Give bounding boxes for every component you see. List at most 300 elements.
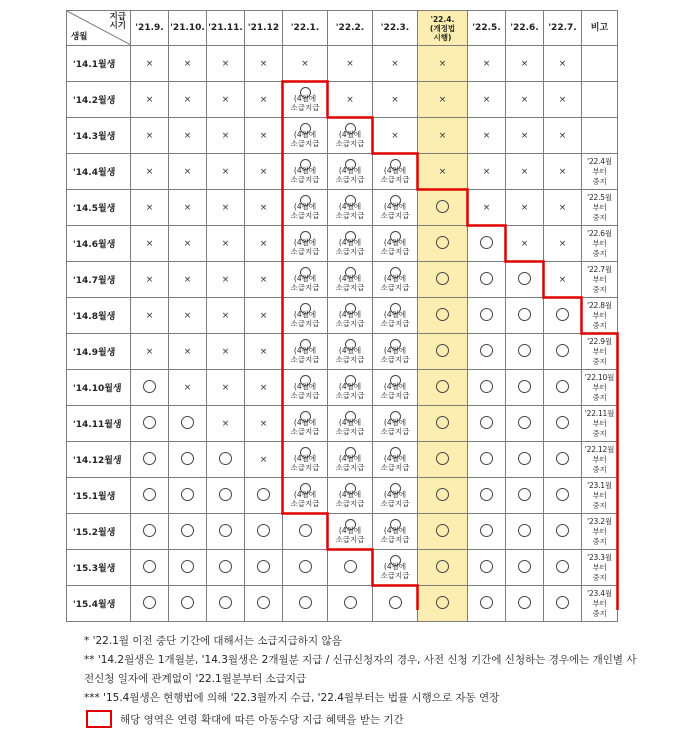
paid-cell: [418, 334, 468, 370]
remark-text: '22.7월 부터 중지: [587, 264, 612, 294]
remark-cell: [582, 298, 618, 334]
retroactive-line-1: (4월에: [338, 238, 362, 247]
table-row: [67, 370, 618, 406]
retroactive-line-2: 소급지급: [290, 211, 320, 220]
retroactive-pay-cell: [328, 262, 373, 298]
paid-cell: [245, 550, 283, 586]
circle-mark-icon: [181, 452, 194, 465]
circle-mark-icon: [436, 488, 449, 501]
retroactive-pay-cell: [373, 442, 418, 478]
remark-text: '23.4월 부터 중지: [587, 588, 612, 618]
cross-mark-icon: ×: [145, 238, 154, 249]
not-paid-cell: [245, 46, 283, 82]
not-paid-cell: [169, 262, 207, 298]
remark-cell: [582, 154, 618, 190]
retroactive-line-2: 소급지급: [380, 211, 410, 220]
paid-cell: [506, 370, 544, 406]
circle-mark-icon: [143, 380, 156, 393]
circle-mark-icon: [219, 452, 232, 465]
not-paid-cell: [207, 154, 245, 190]
birth-month-label: '15.2월생: [67, 514, 131, 550]
circle-mark-icon: [436, 236, 449, 249]
column-header: '21.9.: [131, 11, 169, 46]
birth-month-label: '14.3월생: [67, 118, 131, 154]
not-paid-cell: [207, 334, 245, 370]
paid-cell: [506, 442, 544, 478]
paid-cell: [506, 550, 544, 586]
not-paid-cell: [245, 118, 283, 154]
retroactive-pay-cell: [283, 118, 328, 154]
retroactive-note: [283, 195, 327, 220]
retroactive-line-1: (4월에: [383, 454, 407, 463]
retroactive-pay-cell: [373, 406, 418, 442]
retroactive-line-1: (4월에: [338, 526, 362, 535]
cross-mark-icon: ×: [259, 94, 268, 105]
birth-month-label: '14.12월생: [67, 442, 131, 478]
not-paid-cell: [131, 298, 169, 334]
not-paid-cell: [245, 442, 283, 478]
legend: [86, 710, 404, 728]
retroactive-line-2: 소급지급: [380, 499, 410, 508]
circle-mark-icon: [143, 416, 156, 429]
retroactive-note: [328, 411, 372, 436]
retroactive-line-1: (4월에: [338, 274, 362, 283]
not-paid-cell: [283, 46, 328, 82]
paid-cell: [131, 442, 169, 478]
cross-mark-icon: ×: [558, 238, 567, 249]
retroactive-note: [328, 375, 372, 400]
retroactive-line-2: 소급지급: [380, 319, 410, 328]
not-paid-cell: [544, 226, 582, 262]
retroactive-note: [373, 159, 417, 184]
retroactive-note: [328, 483, 372, 508]
retroactive-note: [328, 339, 372, 364]
cross-mark-icon: ×: [520, 58, 529, 69]
retroactive-note: [328, 303, 372, 328]
cross-mark-icon: ×: [145, 58, 154, 69]
circle-mark-icon: [219, 560, 232, 573]
retroactive-pay-cell: [283, 370, 328, 406]
retroactive-pay-cell: [283, 190, 328, 226]
retroactive-line-1: (4월에: [338, 202, 362, 211]
circle-mark-icon: [436, 272, 449, 285]
paid-cell: [169, 550, 207, 586]
circle-mark-icon: [556, 416, 569, 429]
cross-mark-icon: ×: [259, 382, 268, 393]
cross-mark-icon: ×: [346, 58, 354, 69]
paid-cell: [506, 298, 544, 334]
footnote-3: *** '15.4월생은 현행법에 의해 '22.3월까지 수급, '22.4월부터는 법률 시행으로 자동 연장: [84, 692, 500, 704]
not-paid-cell: [418, 118, 468, 154]
cross-mark-icon: ×: [259, 166, 268, 177]
retroactive-pay-cell: [328, 370, 373, 406]
column-header: '22.7.: [544, 11, 582, 46]
cross-mark-icon: ×: [259, 238, 268, 249]
retroactive-line-1: (4월에: [293, 274, 317, 283]
remark-text: '22.9월 부터 중지: [587, 336, 612, 366]
retroactive-line-2: 소급지급: [335, 283, 365, 292]
paid-cell: [468, 406, 506, 442]
table-row: [67, 46, 618, 82]
paid-cell: [418, 586, 468, 622]
paid-cell: [468, 586, 506, 622]
retroactive-pay-cell: [373, 514, 418, 550]
circle-mark-icon: [143, 488, 156, 501]
footnotes: [84, 632, 644, 708]
circle-mark-icon: [556, 380, 569, 393]
table-row: [67, 262, 618, 298]
retroactive-line-2: 소급지급: [290, 283, 320, 292]
corner-header-cell: [67, 11, 131, 46]
retroactive-note: [328, 267, 372, 292]
paid-cell: [207, 478, 245, 514]
paid-cell: [418, 550, 468, 586]
not-paid-cell: [468, 154, 506, 190]
cross-mark-icon: ×: [221, 58, 230, 69]
benefit-schedule-table-wrapper: [66, 10, 618, 622]
circle-mark-icon: [143, 524, 156, 537]
paid-cell: [169, 586, 207, 622]
paid-cell: [283, 514, 328, 550]
retroactive-line-2: 소급지급: [335, 391, 365, 400]
circle-mark-icon: [257, 560, 270, 573]
retroactive-line-2: 소급지급: [380, 175, 410, 184]
retroactive-note: [283, 231, 327, 256]
paid-cell: [131, 370, 169, 406]
paid-cell: [207, 586, 245, 622]
not-paid-cell: [169, 118, 207, 154]
cross-mark-icon: ×: [183, 58, 192, 69]
not-paid-cell: [169, 46, 207, 82]
not-paid-cell: [245, 262, 283, 298]
not-paid-cell: [468, 82, 506, 118]
retroactive-line-1: (4월에: [383, 490, 407, 499]
cross-mark-icon: ×: [558, 274, 567, 285]
retroactive-note: [283, 483, 327, 508]
not-paid-cell: [245, 406, 283, 442]
cross-mark-icon: ×: [482, 130, 491, 141]
not-paid-cell: [468, 118, 506, 154]
retroactive-line-2: 소급지급: [380, 247, 410, 256]
retroactive-line-1: (4월에: [383, 526, 407, 535]
not-paid-cell: [131, 226, 169, 262]
paid-cell: [207, 442, 245, 478]
paid-cell: [328, 550, 373, 586]
circle-mark-icon: [436, 596, 449, 609]
column-header: '22.1.: [283, 11, 328, 46]
retroactive-note: [283, 411, 327, 436]
circle-mark-icon: [518, 596, 531, 609]
not-paid-cell: [544, 82, 582, 118]
not-paid-cell: [207, 46, 245, 82]
retroactive-line-2: 소급지급: [380, 571, 410, 580]
circle-mark-icon: [480, 380, 493, 393]
not-paid-cell: [169, 154, 207, 190]
table-row: [67, 298, 618, 334]
retroactive-pay-cell: [373, 226, 418, 262]
birth-month-label: '14.5월생: [67, 190, 131, 226]
table-row: [67, 154, 618, 190]
circle-mark-icon: [389, 596, 402, 609]
cross-mark-icon: ×: [558, 130, 567, 141]
retroactive-line-1: (4월에: [383, 562, 407, 571]
retroactive-line-2: 소급지급: [380, 283, 410, 292]
retroactive-pay-cell: [373, 190, 418, 226]
retroactive-line-2: 소급지급: [290, 499, 320, 508]
birth-month-label: '14.7월생: [67, 262, 131, 298]
retroactive-line-1: (4월에: [293, 490, 317, 499]
paid-cell: [169, 442, 207, 478]
not-paid-cell: [506, 190, 544, 226]
legend-text: 해당 영역은 연령 확대에 따른 아동수당 지급 혜택을 받는 기간: [120, 713, 404, 726]
not-paid-cell: [207, 262, 245, 298]
retroactive-line-1: (4월에: [338, 310, 362, 319]
retroactive-note: [283, 375, 327, 400]
paid-cell: [544, 514, 582, 550]
retroactive-pay-cell: [283, 154, 328, 190]
retroactive-pay-cell: [328, 190, 373, 226]
remark-cell: [582, 190, 618, 226]
cross-mark-icon: ×: [183, 310, 192, 321]
retroactive-line-1: (4월에: [338, 130, 362, 139]
retroactive-note: [283, 123, 327, 148]
cross-mark-icon: ×: [438, 166, 447, 177]
circle-mark-icon: [143, 596, 156, 609]
circle-mark-icon: [219, 524, 232, 537]
circle-mark-icon: [436, 560, 449, 573]
circle-mark-icon: [436, 344, 449, 357]
cross-mark-icon: ×: [520, 130, 529, 141]
remark-text: '22.6월 부터 중지: [587, 228, 612, 258]
circle-mark-icon: [436, 308, 449, 321]
paid-cell: [283, 550, 328, 586]
retroactive-note: [373, 195, 417, 220]
cross-mark-icon: ×: [259, 310, 268, 321]
retroactive-line-1: (4월에: [338, 382, 362, 391]
not-paid-cell: [131, 190, 169, 226]
paid-cell: [468, 370, 506, 406]
birth-month-label: '15.4월생: [67, 586, 131, 622]
circle-mark-icon: [480, 560, 493, 573]
retroactive-line-1: (4월에: [293, 94, 317, 103]
not-paid-cell: [245, 298, 283, 334]
retroactive-note: [283, 303, 327, 328]
paid-cell: [169, 514, 207, 550]
retroactive-note: [283, 87, 327, 112]
not-paid-cell: [418, 46, 468, 82]
retroactive-pay-cell: [373, 334, 418, 370]
retroactive-pay-cell: [283, 406, 328, 442]
retroactive-line-2: 소급지급: [335, 211, 365, 220]
legend-red-box-icon: [86, 710, 112, 728]
not-paid-cell: [169, 370, 207, 406]
retroactive-pay-cell: [373, 262, 418, 298]
retroactive-pay-cell: [373, 154, 418, 190]
column-header: '22.3.: [373, 11, 418, 46]
footnote-1: * '22.1월 이전 중단 기간에 대해서는 소급지급하지 않음: [84, 635, 342, 647]
paid-cell: [506, 514, 544, 550]
paid-cell: [544, 550, 582, 586]
cross-mark-icon: ×: [221, 310, 230, 321]
not-paid-cell: [506, 118, 544, 154]
retroactive-line-1: (4월에: [338, 418, 362, 427]
circle-mark-icon: [556, 308, 569, 321]
retroactive-note: [283, 339, 327, 364]
paid-cell: [544, 370, 582, 406]
birth-month-label: '14.9월생: [67, 334, 131, 370]
remark-cell: [582, 46, 618, 82]
circle-mark-icon: [480, 488, 493, 501]
retroactive-line-2: 소급지급: [290, 247, 320, 256]
not-paid-cell: [373, 82, 418, 118]
circle-mark-icon: [219, 488, 232, 501]
remark-text: '22.12월 부터 중지: [584, 444, 615, 474]
not-paid-cell: [418, 154, 468, 190]
cross-mark-icon: ×: [558, 202, 567, 213]
circle-mark-icon: [518, 524, 531, 537]
paid-cell: [373, 586, 418, 622]
retroactive-line-2: 소급지급: [290, 355, 320, 364]
retroactive-note: [373, 267, 417, 292]
circle-mark-icon: [556, 488, 569, 501]
remark-cell: [582, 334, 618, 370]
cross-mark-icon: ×: [520, 94, 529, 105]
remark-cell: [582, 262, 618, 298]
circle-mark-icon: [480, 344, 493, 357]
table-row: [67, 334, 618, 370]
table-body: [67, 46, 618, 622]
cross-mark-icon: ×: [145, 346, 154, 357]
column-header: '22.2.: [328, 11, 373, 46]
paid-cell: [418, 226, 468, 262]
not-paid-cell: [544, 262, 582, 298]
not-paid-cell: [207, 82, 245, 118]
cross-mark-icon: ×: [221, 238, 230, 249]
cross-mark-icon: ×: [482, 58, 491, 69]
circle-mark-icon: [518, 452, 531, 465]
circle-mark-icon: [436, 452, 449, 465]
not-paid-cell: [245, 226, 283, 262]
cross-mark-icon: ×: [259, 274, 268, 285]
cross-mark-icon: ×: [221, 94, 230, 105]
remark-cell: [582, 370, 618, 406]
cross-mark-icon: ×: [221, 202, 230, 213]
circle-mark-icon: [518, 380, 531, 393]
remark-cell: [582, 550, 618, 586]
not-paid-cell: [373, 118, 418, 154]
retroactive-line-1: (4월에: [383, 382, 407, 391]
cross-mark-icon: ×: [259, 346, 268, 357]
paid-cell: [506, 262, 544, 298]
retroactive-line-2: 소급지급: [290, 103, 320, 112]
remark-cell: [582, 478, 618, 514]
cross-mark-icon: ×: [301, 58, 309, 69]
cross-mark-icon: ×: [145, 94, 154, 105]
circle-mark-icon: [518, 560, 531, 573]
retroactive-pay-cell: [283, 334, 328, 370]
circle-mark-icon: [480, 236, 493, 249]
paid-cell: [468, 262, 506, 298]
paid-cell: [506, 586, 544, 622]
retroactive-line-2: 소급지급: [290, 391, 320, 400]
cross-mark-icon: ×: [346, 94, 354, 105]
circle-mark-icon: [480, 524, 493, 537]
cross-mark-icon: ×: [391, 94, 399, 105]
retroactive-line-1: (4월에: [293, 166, 317, 175]
cross-mark-icon: ×: [520, 238, 529, 249]
paid-cell: [131, 550, 169, 586]
column-header: '21.11.: [207, 11, 245, 46]
circle-mark-icon: [480, 452, 493, 465]
retroactive-line-2: 소급지급: [335, 535, 365, 544]
retroactive-line-1: (4월에: [293, 202, 317, 211]
retroactive-line-2: 소급지급: [290, 139, 320, 148]
circle-mark-icon: [181, 596, 194, 609]
paid-cell: [468, 514, 506, 550]
retroactive-line-2: 소급지급: [335, 427, 365, 436]
cross-mark-icon: ×: [520, 202, 529, 213]
circle-mark-icon: [299, 524, 312, 537]
circle-mark-icon: [480, 416, 493, 429]
not-paid-cell: [207, 118, 245, 154]
paid-cell: [245, 478, 283, 514]
circle-mark-icon: [344, 560, 357, 573]
paid-cell: [418, 442, 468, 478]
retroactive-pay-cell: [283, 298, 328, 334]
footnote-2: ** '14.2월생은 1개월분, '14.3월생은 2개월분 지급 / 신규신청자의 경우, 사전 신청 기간에 신청하는 경우에는 개인별 사전신청 일자에 관계없이 '22.1월분부터 소급지급: [84, 654, 637, 685]
column-header: '21.12: [245, 11, 283, 46]
circle-mark-icon: [181, 416, 194, 429]
cross-mark-icon: ×: [259, 58, 268, 69]
retroactive-line-1: (4월에: [383, 346, 407, 355]
birth-month-label: '15.3월생: [67, 550, 131, 586]
cross-mark-icon: ×: [259, 130, 268, 141]
column-header: '22.4. (개정법 시행): [418, 11, 468, 46]
not-paid-cell: [506, 82, 544, 118]
not-paid-cell: [468, 46, 506, 82]
circle-mark-icon: [181, 560, 194, 573]
cross-mark-icon: ×: [183, 130, 192, 141]
circle-mark-icon: [518, 272, 531, 285]
not-paid-cell: [169, 226, 207, 262]
cross-mark-icon: ×: [259, 418, 268, 429]
not-paid-cell: [169, 190, 207, 226]
remark-cell: [582, 118, 618, 154]
cross-mark-icon: ×: [183, 382, 192, 393]
not-paid-cell: [544, 154, 582, 190]
retroactive-note: [328, 447, 372, 472]
cross-mark-icon: ×: [183, 94, 192, 105]
circle-mark-icon: [299, 560, 312, 573]
retroactive-line-2: 소급지급: [335, 463, 365, 472]
cross-mark-icon: ×: [183, 346, 192, 357]
paid-cell: [169, 478, 207, 514]
table-row: [67, 514, 618, 550]
header-row: [67, 11, 618, 46]
circle-mark-icon: [219, 596, 232, 609]
paid-cell: [506, 334, 544, 370]
not-paid-cell: [506, 154, 544, 190]
retroactive-note: [328, 123, 372, 148]
retroactive-line-1: (4월에: [293, 238, 317, 247]
circle-mark-icon: [556, 452, 569, 465]
retroactive-note: [328, 231, 372, 256]
birth-month-label: '14.2월생: [67, 82, 131, 118]
retroactive-pay-cell: [373, 478, 418, 514]
not-paid-cell: [245, 370, 283, 406]
not-paid-cell: [169, 298, 207, 334]
table-row: [67, 442, 618, 478]
